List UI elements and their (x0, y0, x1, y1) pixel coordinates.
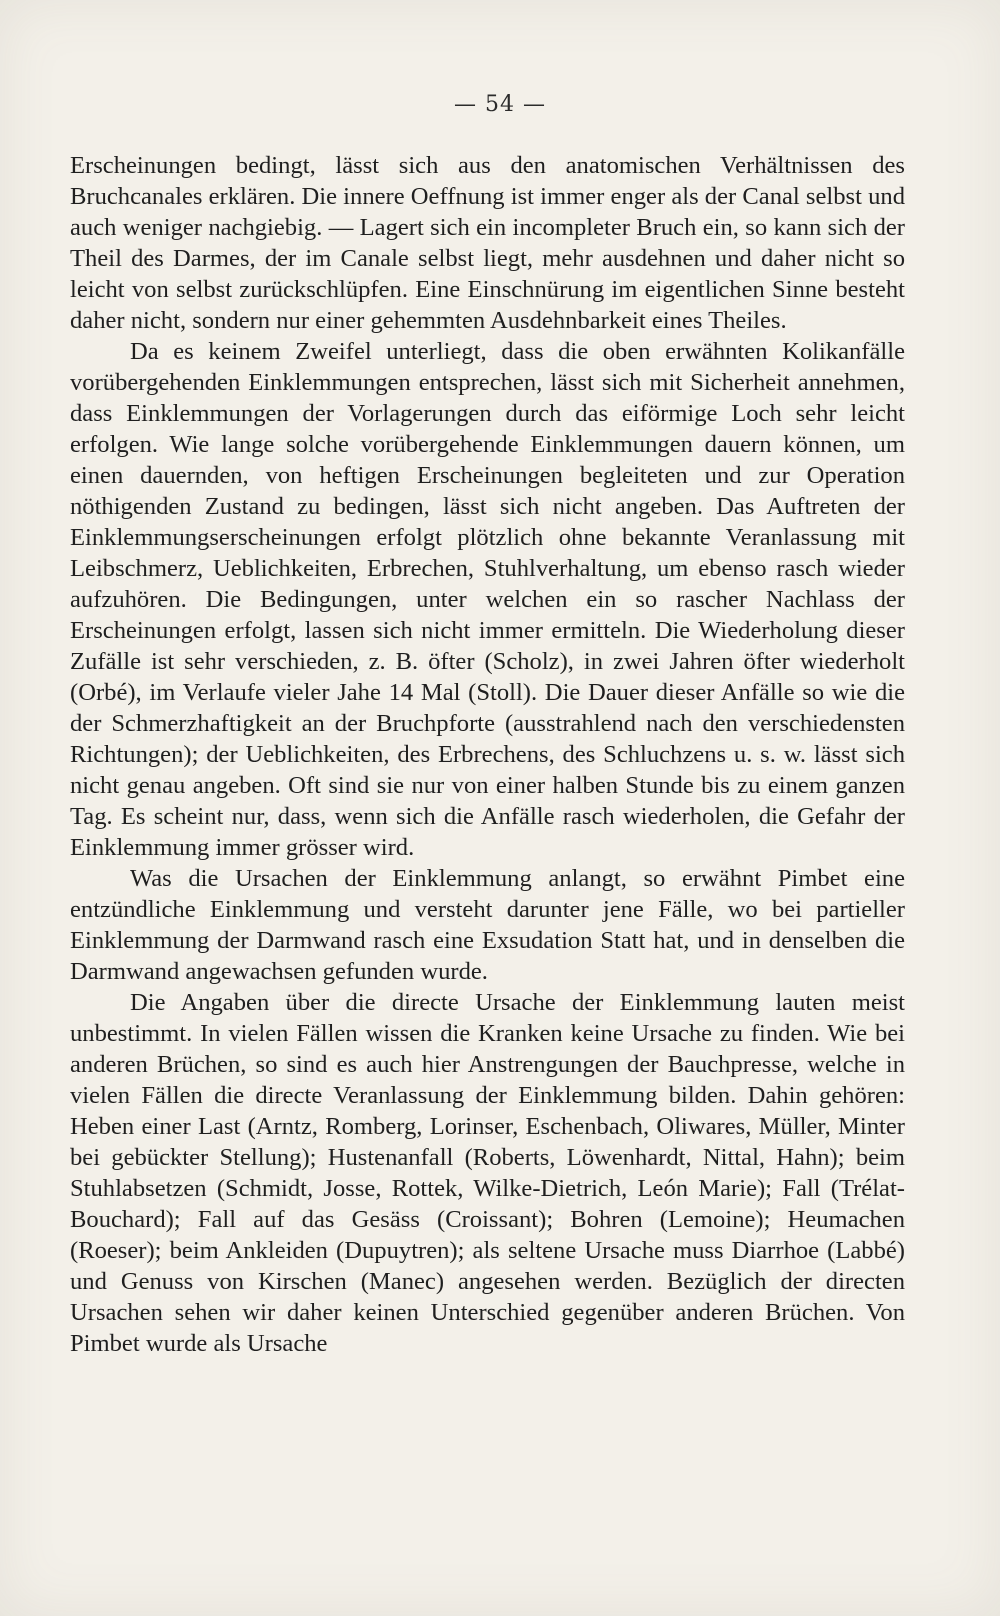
paragraph-4: Die Angaben über die directe Ursache der Einklemmung lauten meist unbestimmt. In vielen Fällen wissen die Kranken keine Ursache zu finden. Wie bei anderen Brüchen, so sind es auch hier Anstrengungen der Bauchpresse, welche in vielen Fällen die directe Veranlassung der Einklemmung bilden. Dahin gehören: Heben einer Last (Arntz, Romberg, Lorinser, Eschenbach, Oliwares, Müller, Minter bei gebückter Stellung); Hustenanfall (Roberts, Löwenhardt, Nittal, Hahn); beim Stuhlabsetzen (Schmidt, Josse, Rottek, Wilke-Dietrich, León Marie); Fall (Trélat-Bouchard); Fall auf das Gesäss (Croissant); Bohren (Lemoine); Heumachen (Roeser); beim Ankleiden (Dupuytren); als seltene Ursache muss Diarrhoe (Labbé) und Genuss von Kirschen (Manec) angesehen werden. Bezüglich der directen Ursachen sehen wir daher keinen Unterschied gegenüber anderen Brüchen. Von Pimbet wurde als Ursache (70, 989, 905, 1357)
paragraph-3: Was die Ursachen der Einklemmung anlangt, so erwähnt Pimbet eine entzündliche Einklemmung und versteht darunter jene Fälle, wo bei partieller Einklemmung der Darmwand rasch eine Exsudation Statt hat, und in denselben die Darmwand angewachsen gefunden wurde. (70, 865, 905, 985)
paragraph-1: Erscheinungen bedingt, lässt sich aus den anatomischen Verhältnissen des Bruchcanales erklären. Die innere Oeffnung ist immer enger als der Canal selbst und auch weniger nachgiebig. — Lagert sich ein incompleter Bruch ein, so kann sich der Theil des Darmes, der im Canale selbst liegt, mehr ausdehnen und daher nicht so leicht von selbst zurückschlüpfen. Eine Einschnürung im eigentlichen Sinne besteht daher nicht, sondern nur einer gehemmten Ausdehnbarkeit eines Theiles. (70, 152, 905, 334)
paragraph-2: Da es keinem Zweifel unterliegt, dass die oben erwähnten Kolikanfälle vorübergehenden Einklemmungen entsprechen, lässt sich mit Sicherheit annehmen, dass Einklemmungen der Vorlagerungen durch das eiförmige Loch sehr leicht erfolgen. Wie lange solche vorübergehende Einklemmungen dauern können, um einen dauernden, von heftigen Erscheinungen begleiteten und zur Operation nöthigenden Zustand zu bedingen, lässt sich nicht angeben. Das Auftreten der Einklemmungserscheinungen erfolgt plötzlich ohne bekannte Veranlassung mit Leibschmerz, Ueblichkeiten, Erbrechen, Stuhlverhaltung, um ebenso rasch wieder aufzuhören. Die Bedingungen, unter welchen ein so rascher Nachlass der Erscheinungen erfolgt, lassen sich nicht immer ermitteln. Die Wiederholung dieser Zufälle ist sehr verschieden, z. B. öfter (Scholz), in zwei Jahren öfter wiederholt (Orbé), im Verlaufe vieler Jahe 14 Mal (Stoll). Die Dauer dieser Anfälle so wie die der Schmerzhaftigkeit an der Bruchpforte (ausstrahlend nach den verschiedensten Richtungen); der Ueblichkeiten, des Erbrechens, des Schluchzens u. s. w. lässt sich nicht genau angeben. Oft sind sie nur von einer halben Stunde bis zu einem ganzen Tag. Es scheint nur, dass, wenn sich die Anfälle rasch wiederholen, die Gefahr der Einklemmung immer grösser wird. (70, 338, 905, 861)
body-text (70, 150, 905, 1359)
page-number: — 54 — (454, 92, 546, 117)
